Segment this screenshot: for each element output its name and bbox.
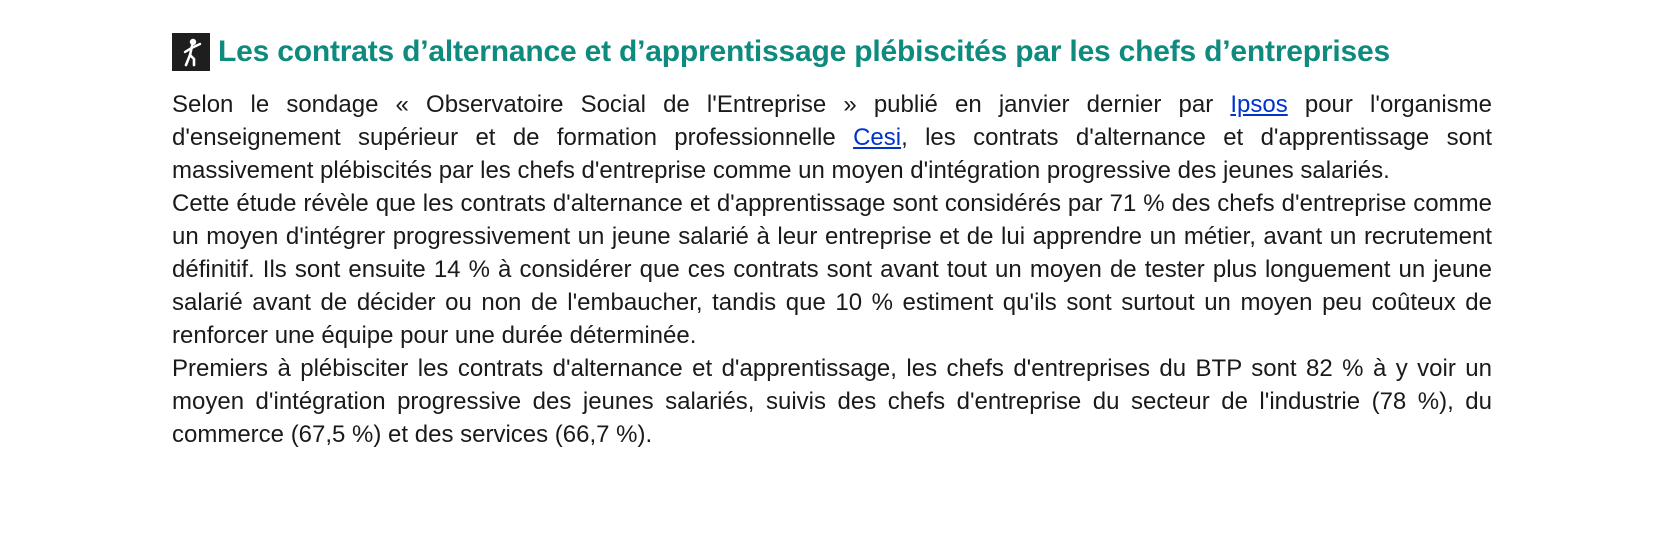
article <box>172 30 1492 451</box>
paragraph-1-text-a: Selon le sondage « Observatoire Social de l'Entreprise » publié en janvier dernier par <box>172 91 1231 118</box>
ipsos-link[interactable]: Ipsos <box>1230 91 1288 118</box>
article-heading <box>172 30 1492 74</box>
paragraph-3: Premiers à plébisciter les contrats d'alternance et d'apprentissage, les chefs d'entreprises du BTP sont 82 % à y voir un moyen d'intégration progressive des jeunes salariés, suivis des chefs d'entreprise du secteur de l'industrie (78 %), du commerce (67,5 %) et des services (66,7 %). <box>172 355 1492 448</box>
paragraph-1-text-b: pour l'organisme d'enseignement supérieur et de formation professionnelle <box>172 91 1492 151</box>
person-pointing-icon <box>172 33 210 71</box>
paragraph-1-text-c: , les contrats d'alternance et d'apprentissage sont massivement plébiscités par les chefs d'entreprise comme un moyen d'intégration progressive des jeunes salariés. <box>172 124 1492 184</box>
paragraph-2: Cette étude révèle que les contrats d'alternance et d'apprentissage sont considérés par 71 % des chefs d'entreprise comme un moyen d'intégrer progressivement un jeune salarié à leur entreprise et de lui apprendre un métier, avant un recrutement définitif. Ils sont ensuite 14 % à considérer que ces contrats sont avant tout un moyen de tester plus longuement un jeune salarié avant de décider ou non de l'embaucher, tandis que 10 % estiment qu'ils sont surtout un moyen peu coûteux de renforcer une équipe pour une durée déterminée. <box>172 190 1492 349</box>
cesi-link[interactable]: Cesi <box>853 124 902 151</box>
article-title: Les contrats d’alternance et d’apprentissage plébiscités par les chefs d’entreprises <box>218 35 1390 68</box>
paragraph-1 <box>172 88 1492 187</box>
